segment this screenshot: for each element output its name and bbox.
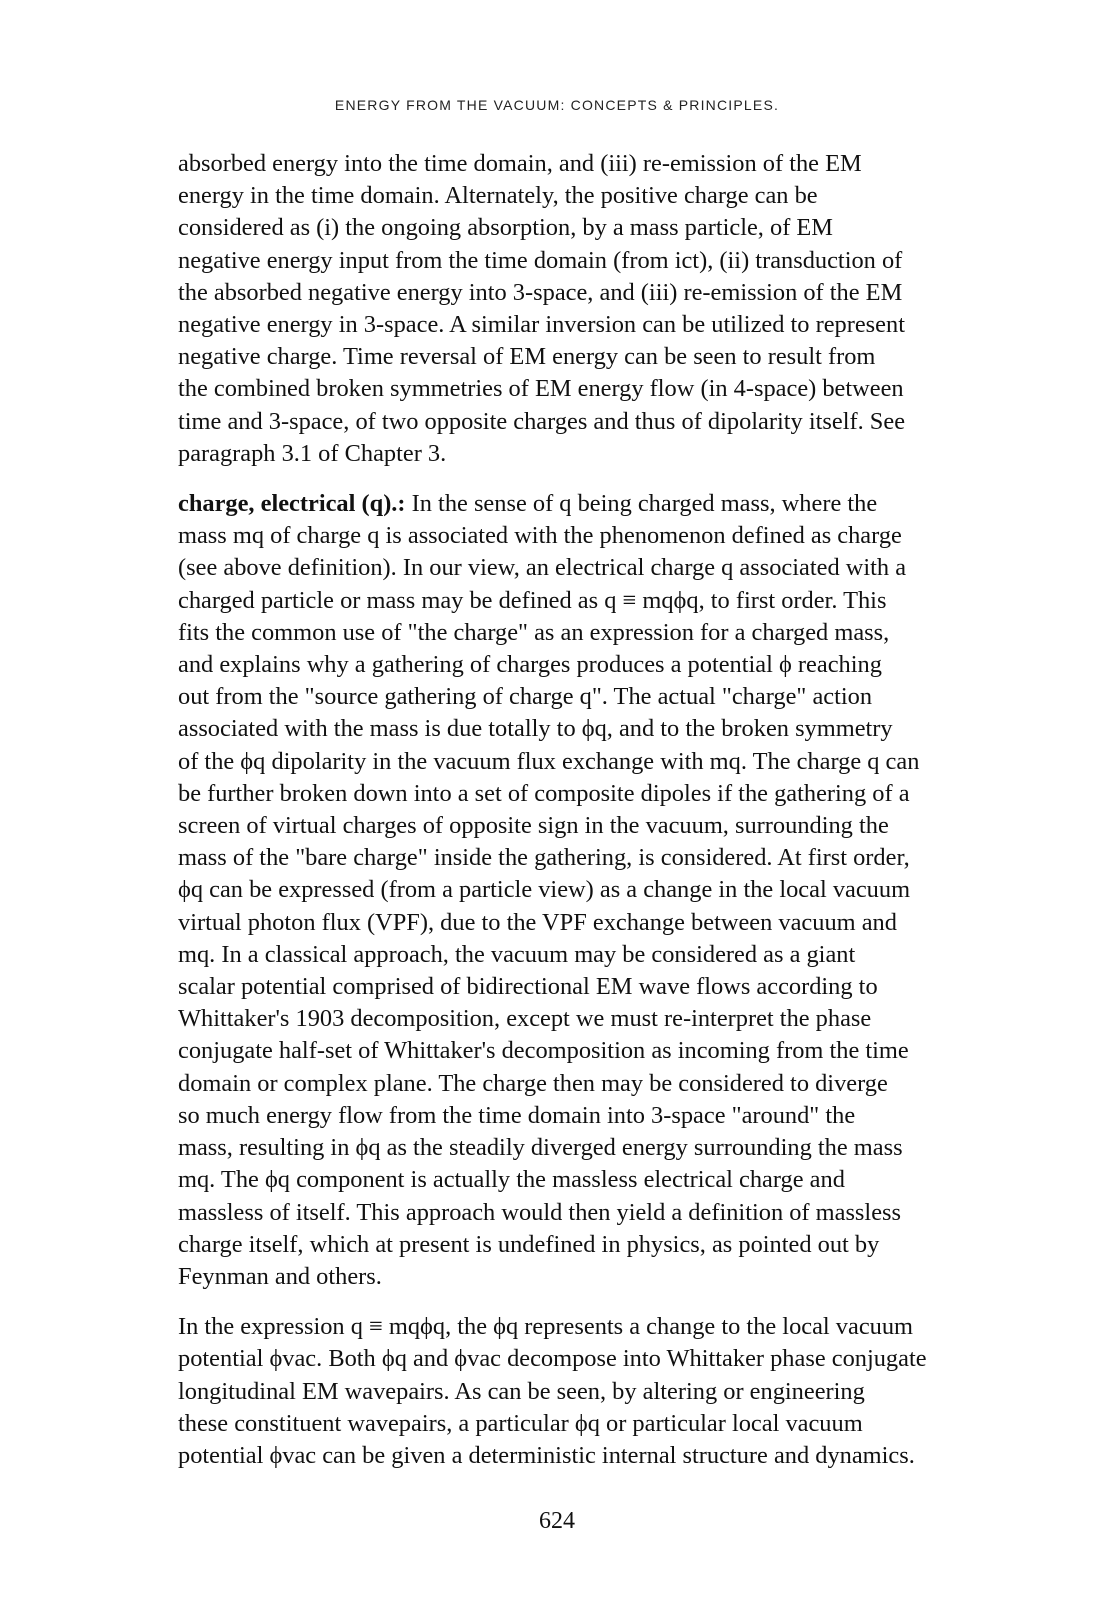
text-line: associated with the mass is due totally to ϕq, and to the broken symmetry [178, 715, 893, 743]
text-line: mass mq of charge q is associated with the phenomenon defined as charge [178, 522, 902, 550]
text-line [178, 488, 1058, 520]
text-line: of the ϕq dipolarity in the vacuum flux exchange with mq. The charge q can [178, 747, 920, 775]
page-body [178, 148, 1058, 1490]
text-line: the combined broken symmetries of EM energy flow (in 4-space) between [178, 375, 904, 403]
text-line: negative energy in 3-space. A similar inversion can be utilized to represent [178, 311, 905, 339]
text-line: scalar potential comprised of bidirectional EM wave flows according to [178, 973, 878, 1001]
text-line: considered as (i) the ongoing absorption, by a mass particle, of EM [178, 214, 833, 242]
text-line: so much energy flow from the time domain into 3-space "around" the [178, 1101, 856, 1129]
text-line: mass, resulting in ϕq as the steadily diverged energy surrounding the mass [178, 1134, 903, 1162]
text-line: mq. In a classical approach, the vacuum may be considered as a giant [178, 940, 856, 968]
text-line: Feynman and others. [178, 1262, 382, 1290]
text-line: be further broken down into a set of composite dipoles if the gathering of a [178, 779, 910, 807]
text-line: domain or complex plane. The charge then may be considered to diverge [178, 1069, 888, 1097]
paragraph-1 [178, 148, 1058, 470]
paragraph-3 [178, 1311, 1058, 1472]
text-line: In the expression q ≡ mqϕq, the ϕq represents a change to the local vacuum [178, 1313, 914, 1341]
text-line: charge itself, which at present is undefined in physics, as pointed out by [178, 1230, 880, 1258]
text-fragment: In the sense of q being charged mass, where the [405, 490, 878, 518]
text-line: negative charge. Time reversal of EM energy can be seen to result from [178, 343, 876, 371]
text-line: ϕq can be expressed (from a particle view) as a change in the local vacuum [178, 876, 911, 904]
page-number: 624 [539, 1508, 575, 1534]
text-line: virtual photon flux (VPF), due to the VPF exchange between vacuum and [178, 908, 897, 936]
text-line: Whittaker's 1903 decomposition, except we must re-interpret the phase [178, 1005, 872, 1033]
text-line: potential ϕvac. Both ϕq and ϕvac decompose into Whittaker phase conjugate [178, 1345, 927, 1373]
text-line: paragraph 3.1 of Chapter 3. [178, 439, 447, 467]
text-line: negative energy input from the time domain (from ict), (ii) transduction of [178, 246, 903, 274]
text-line: absorbed energy into the time domain, and (iii) re-emission of the EM [178, 150, 862, 177]
text-line: energy in the time domain. Alternately, the positive charge can be [178, 182, 818, 210]
running-header: ENERGY FROM THE VACUUM: CONCEPTS & PRINCIPLES. [334, 97, 780, 113]
text-line: (see above definition). In our view, an electrical charge q associated with a [178, 554, 907, 582]
text-line: mass of the "bare charge" inside the gathering, is considered. At first order, [178, 844, 910, 872]
text-line: the absorbed negative energy into 3-space, and (iii) re-emission of the EM [178, 278, 903, 306]
text-line: time and 3-space, of two opposite charges and thus of dipolarity itself. See [178, 407, 906, 435]
text-line: massless of itself. This approach would then yield a definition of massless [178, 1198, 902, 1226]
paragraph-charge-definition [178, 488, 1058, 1293]
text-line: fits the common use of "the charge" as an expression for a charged mass, [178, 618, 890, 646]
text-line: potential ϕvac can be given a deterministic internal structure and dynamics. [178, 1441, 915, 1469]
text-line: mq. The ϕq component is actually the massless electrical charge and [178, 1166, 845, 1194]
text-line: conjugate half-set of Whittaker's decomposition as incoming from the time [178, 1037, 909, 1065]
text-line: charged particle or mass may be defined as q ≡ mqϕq, to first order. This [178, 586, 887, 614]
definition-term: charge, electrical (q).: [178, 490, 406, 518]
text-line: screen of virtual charges of opposite sign in the vacuum, surrounding the [178, 812, 889, 840]
text-line: and explains why a gathering of charges produces a potential ϕ reaching [178, 651, 882, 679]
text-line: out from the "source gathering of charge q". The actual "charge" action [178, 683, 873, 711]
text-line: these constituent wavepairs, a particular ϕq or particular local vacuum [178, 1409, 863, 1437]
text-line: longitudinal EM wavepairs. As can be seen, by altering or engineering [178, 1377, 865, 1405]
